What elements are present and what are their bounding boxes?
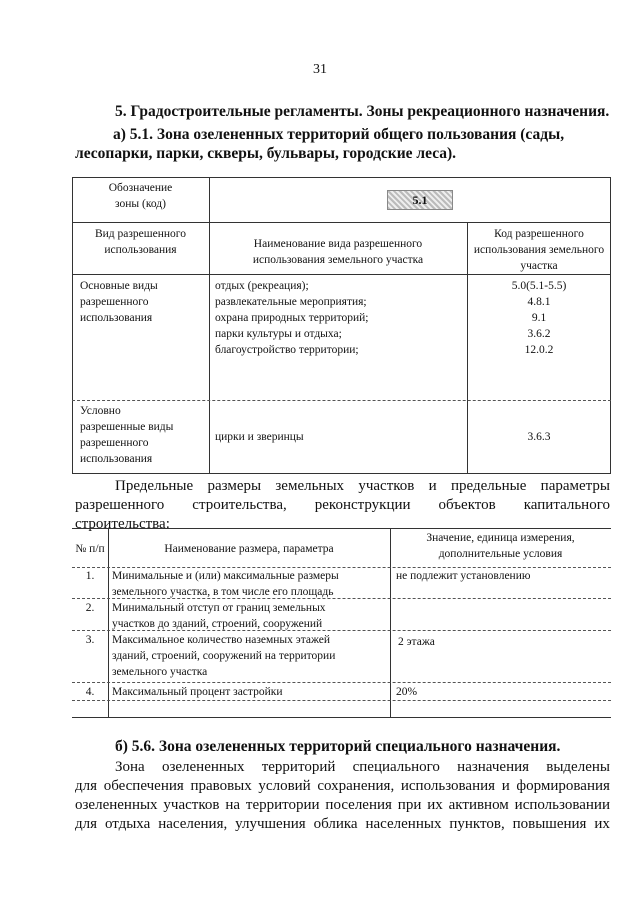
subsection-a-heading-cont: лесопарки, парки, скверы, бульвары, городские леса). xyxy=(75,145,457,162)
conditional-uses-label: Условно разрешенные виды разрешенного использования xyxy=(80,405,174,465)
use-code: 3.6.2 xyxy=(527,328,551,340)
table-row-num: 4. xyxy=(85,686,95,698)
table-row-value: 2 этажа xyxy=(398,636,435,648)
table-row-num: 2. xyxy=(85,602,95,614)
use-name: благоустройство территории; xyxy=(215,344,359,356)
subsection-b-heading: б) 5.6. Зона озелененных территорий специального назначения. xyxy=(115,738,561,755)
use-name: парки культуры и отдыха; xyxy=(215,328,342,340)
use-name: охрана природных территорий; xyxy=(215,312,369,324)
col-use-code-header: Код разрешенного использования земельного участка xyxy=(473,228,605,272)
table-row-num: 1. xyxy=(85,570,95,582)
section-title: 5. Градостроительные регламенты. Зоны рекреационного назначения. xyxy=(115,103,610,120)
table-row-param: Минимальные и (или) максимальные размеры земельного участка, в том числе его площадь xyxy=(112,570,339,598)
zone-designation-label: Обозначение зоны (код) xyxy=(108,182,173,210)
page-number: 31 xyxy=(313,62,327,77)
table-row-param: Минимальный отступ от границ земельных участков до зданий, строений, сооружений xyxy=(112,602,326,630)
table-row-param: Максимальное количество наземных этажей зданий, строений, сооружений на территории земельного участка xyxy=(112,634,336,678)
zone-code-badge: 5.1 xyxy=(387,190,453,210)
use-code: 4.8.1 xyxy=(527,296,551,308)
conditional-use-code: 3.6.3 xyxy=(527,431,551,443)
table-row-value: 20% xyxy=(396,686,418,698)
main-uses-names xyxy=(215,278,465,358)
col-use-type-header: Вид разрешенного использования xyxy=(94,228,186,256)
col-num-header: № п/п xyxy=(75,543,105,555)
main-uses-label: Основные виды разрешенного использования xyxy=(80,280,158,324)
col-use-name-header: Наименование вида разрешенного использования земельного участка xyxy=(252,238,424,266)
table-row-param: Максимальный процент застройки xyxy=(112,686,283,698)
subsection-a-heading: а) 5.1. Зона озелененных территорий общего пользования (сады, xyxy=(113,126,565,143)
use-code: 5.0(5.1-5.5) xyxy=(511,280,567,292)
use-code: 9.1 xyxy=(531,312,547,324)
table-row-value: не подлежит установлению xyxy=(396,570,531,582)
subsection-b-paragraph: Зона озелененных территорий специального назначения выделены для обеспечения правовых условий сохранения, использования и формирования озелененных участков на территории поселения при их активном использовании для отдыха населения, улучшения облика населенных пунктов, повышения их xyxy=(75,759,610,832)
col-param-name-header: Наименование размера, параметра xyxy=(164,543,334,555)
limits-intro: Предельные размеры земельных участков и предельные параметры разрешенного строительства, реконструкции объектов капитального строительства: xyxy=(75,478,610,532)
col-param-value-header: Значение, единица измерения, дополнительные условия xyxy=(426,532,575,560)
conditional-use-name: цирки и зверинцы xyxy=(215,431,304,443)
table-row-num: 3. xyxy=(85,634,95,646)
use-name: отдых (рекреация); xyxy=(215,280,309,292)
main-uses-codes xyxy=(467,278,611,358)
use-code: 12.0.2 xyxy=(524,344,554,356)
use-name: развлекательные мероприятия; xyxy=(215,296,367,308)
